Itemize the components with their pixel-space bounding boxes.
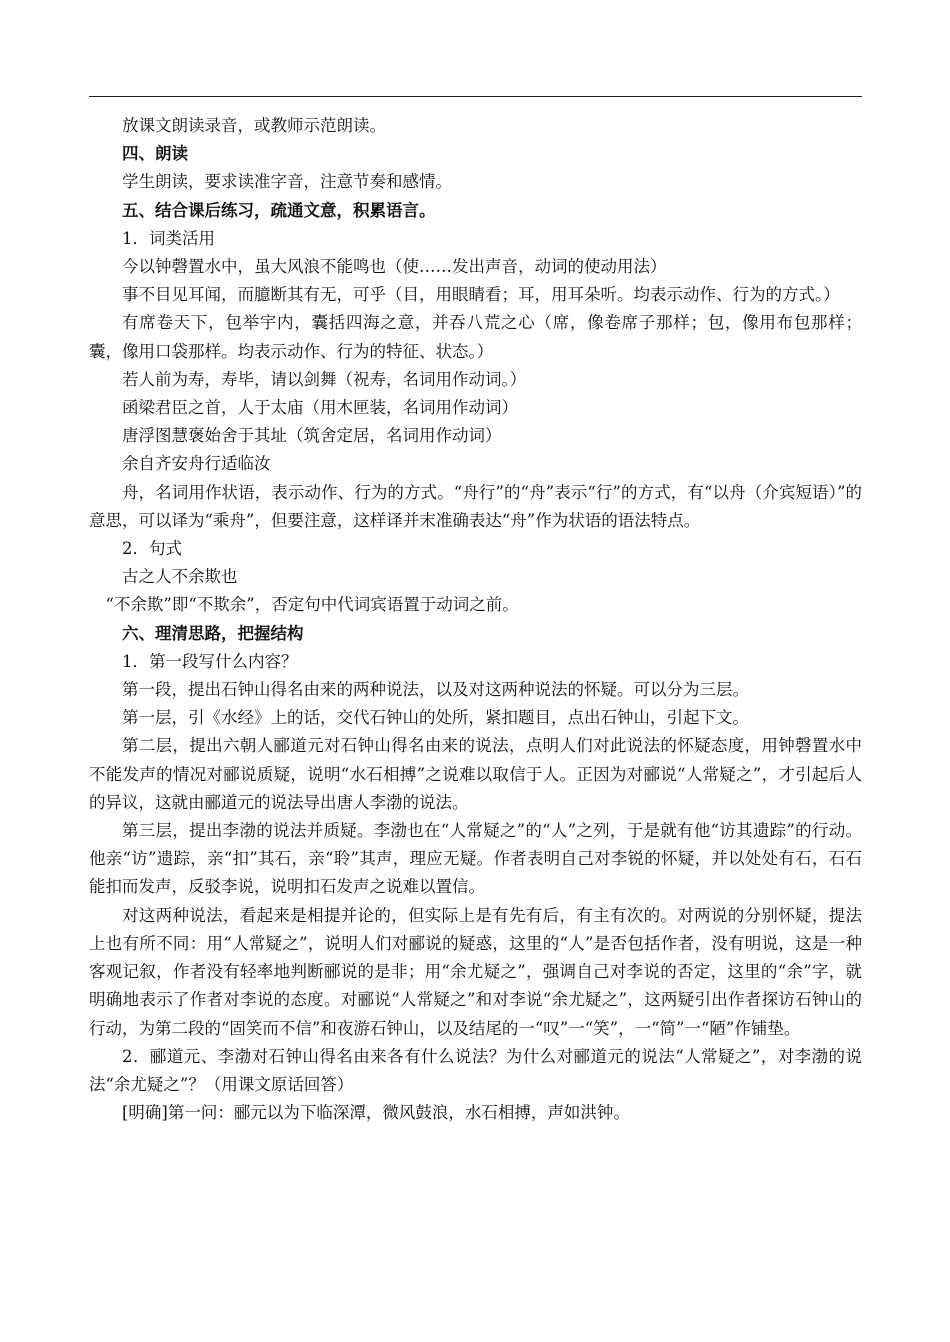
paragraph: 函梁君臣之首，人于太庙（用木匣装，名词用作动词） xyxy=(122,398,518,418)
paragraph: 舟，名词用作状语，表示动作、行为的方式。“舟行”的“舟”表示“行”的方式，有“以舟（介宾短语）”的意思，可以译为“乘舟”，但要注意，这样译并末准确表达“舟”作为状语的语法特点。 xyxy=(89,482,862,530)
paragraph: [明确]第一问：郦元以为下临深潭，微风鼓浪，水石相搏，声如洪钟。 xyxy=(122,1103,630,1123)
paragraph: 今以钟磬置水中，虽大风浪不能鸣也（使……发出声音，动词的使动用法） xyxy=(122,257,667,277)
paragraph: 第一层，引《水经》上的话，交代石钟山的处所，紧扣题目，点出石钟山，引起下文。 xyxy=(122,708,749,728)
paragraph: 若人前为寿，寿毕，请以剑舞（祝寿，名词用作动词。） xyxy=(122,369,527,389)
paragraph: 第二层，提出六朝人郦道元对石钟山得名由来的说法，点明人们对此说法的怀疑态度，用钟磬置水中不能发声的情况对郦说质疑，说明“水石相搏”之说难以取信于人。正因为对郦说“人常疑之”，才引起后人的异议，这就由郦道元的说法导出唐人李渤的说法。 xyxy=(89,736,862,812)
paragraph: 学生朗读，要求读准字音，注意节奏和感情。 xyxy=(122,172,452,192)
document-body xyxy=(89,112,862,1127)
paragraph: “不余欺”即“不欺余”，否定句中代词宾语置于动词之前。 xyxy=(105,595,519,615)
subheading: 1．第一段写什么内容？ xyxy=(122,651,298,671)
paragraph: 第三层，提出李渤的说法并质疑。李渤也在“人常疑之”的“人”之列，于是就有他“访其遗踪”的行动。他亲“访”遗踪，亲“扣”其石，亲“聆”其声，理应无疑。作者表明自己对李锐的怀疑，并以处处有石，石石能扣而发声，反驳李说，说明扣石发声之说难以置信。 xyxy=(89,821,862,897)
subheading: 2．句式 xyxy=(122,539,182,559)
section-heading: 五、结合课后练习，疏通文意，积累语言。 xyxy=(122,200,436,220)
section-heading: 四、朗读 xyxy=(122,144,188,164)
header-rule xyxy=(89,96,862,97)
paragraph: 2．郦道元、李渤对石钟山得名由来各有什么说法？为什么对郦道元的说法“人常疑之”，对李渤的说法“余尤疑之”？（用课文原话回答） xyxy=(89,1046,862,1094)
paragraph: 事不目见耳闻，而臆断其有无，可乎（目，用眼睛看；耳，用耳朵听。均表示动作、行为的方式。） xyxy=(122,285,840,305)
paragraph: 第一段，提出石钟山得名由来的两种说法，以及对这两种说法的怀疑。可以分为三层。 xyxy=(122,680,749,700)
subheading: 1．词类活用 xyxy=(122,228,215,248)
paragraph: 对这两种说法，看起来是相提并论的，但实际上是有先有后，有主有次的。对两说的分别怀疑，提法上也有所不同：用“人常疑之”，说明人们对郦说的疑惑，这里的“人”是否包括作者，没有明说，这是一种客观记叙，作者没有轻率地判断郦说的是非；用“余尤疑之”，强调自己对李说的否定，这里的“余”字，就明确地表示了作者对李说的态度。对郦说“人常疑之”和对李说“余尤疑之”，这两疑引出作者探访石钟山的行动，为第二段的“固笑而不信”和夜游石钟山，以及结尾的一“叹”一“笑”，一“简”一“陋”作铺垫。 xyxy=(89,905,862,1038)
paragraph: 唐浮图慧褒始舍于其址（筑舍定居，名词用作动词） xyxy=(122,426,502,446)
paragraph: 有席卷天下，包举宇内，囊括四海之意，并吞八荒之心（席，像卷席子那样；包，像用布包那样；囊，像用口袋那样。均表示动作、行为的特征、状态。） xyxy=(89,313,862,361)
paragraph: 余自齐安舟行适临汝 xyxy=(122,454,271,474)
section-heading: 六、理清思路，把握结构 xyxy=(122,623,304,643)
paragraph: 古之人不余欺也 xyxy=(122,567,238,587)
paragraph: 放课文朗读录音，或教师示范朗读。 xyxy=(122,116,386,135)
